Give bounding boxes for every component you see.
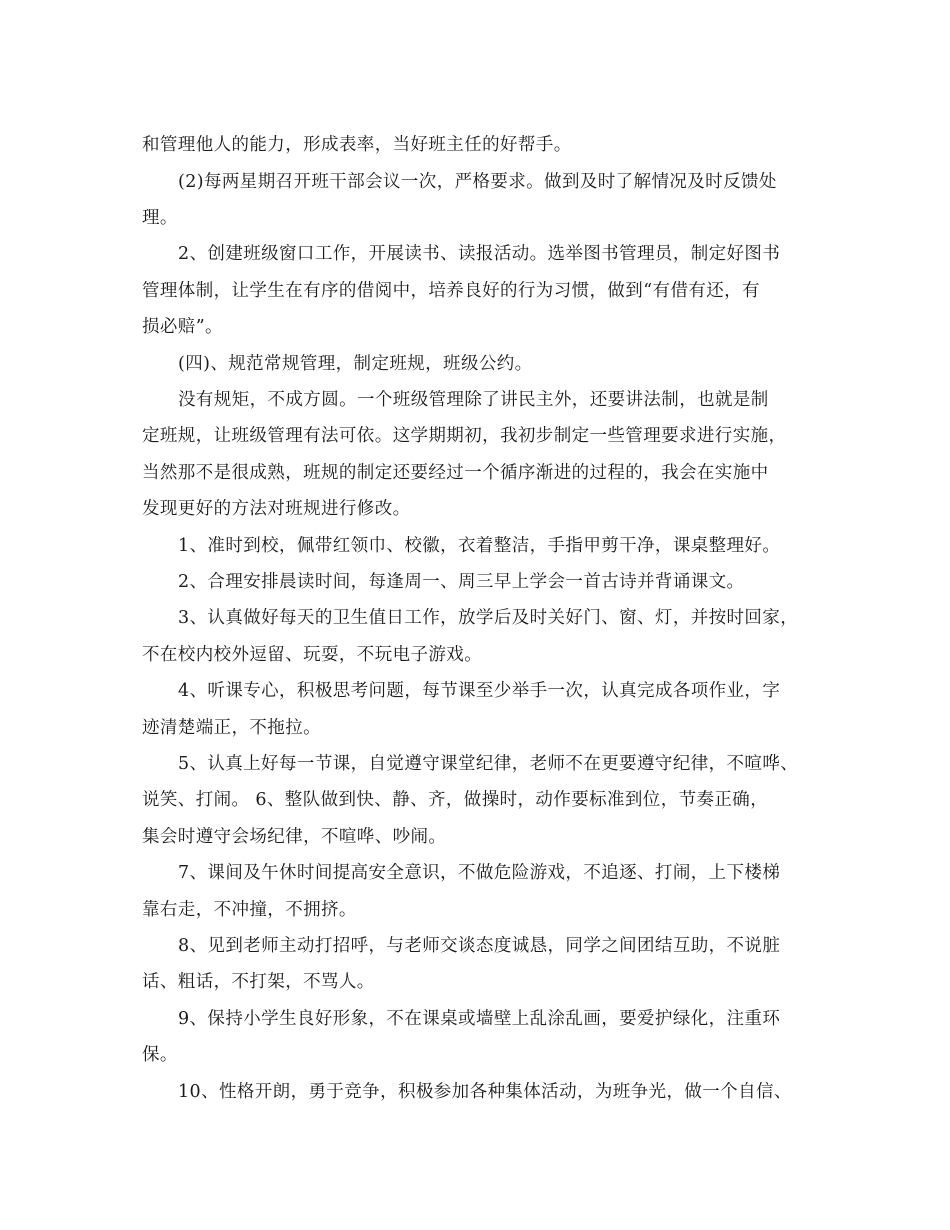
text-line: 理。: [142, 208, 178, 228]
text-line: 靠右走，不冲撞，不拥挤。: [142, 900, 357, 920]
text-line: 迹清楚端正，不拖拉。: [142, 718, 321, 738]
text-line: 不在校内校外逗留、玩耍，不玩电子游戏。: [142, 645, 483, 665]
section-heading: (四)、规范常规管理，制定班规，班级公约。: [178, 354, 533, 374]
text-line: 说笑、打闹。 6、整队做到快、静、齐，做操时，动作要标准到位，节奏正确，: [142, 790, 769, 810]
list-item: 1、准时到校，佩带红领巾、校徽，衣着整洁，手指甲剪干净，课桌整理好。: [178, 536, 781, 556]
text-line: 保。: [142, 1045, 178, 1065]
text-line: 集会时遵守会场纪律，不喧哗、吵闹。: [142, 827, 447, 847]
list-item: 5、认真上好每一节课，自觉遵守课堂纪律，老师不在更要遵守纪律，不喧哗、: [178, 754, 799, 774]
text-line: 当然那不是很成熟，班规的制定还要经过一个循序渐进的过程的，我会在实施中: [142, 463, 769, 483]
list-item: 2、合理安排晨读时间，每逢周一、周三早上学会一首古诗并背诵课文。: [178, 572, 745, 592]
text-line: 发现更好的方法对班规进行修改。: [142, 499, 411, 519]
list-item: 7、课间及午休时间提高安全意识，不做危险游戏，不追逐、打闹，上下楼梯: [178, 863, 781, 883]
list-item: 9、保持小学生良好形象，不在课桌或墙壁上乱涂乱画，要爱护绿化，注重环: [178, 1009, 781, 1029]
text-line: 管理体制，让学生在有序的借阅中，培养良好的行为习惯，做到“有借有还，有: [142, 281, 760, 301]
list-item: 4、听课专心，积极思考问题，每节课至少举手一次，认真完成各项作业，字: [178, 681, 781, 701]
list-item: 8、见到老师主动打招呼，与老师交谈态度诚恳，同学之间团结互助，不说脏: [178, 936, 781, 956]
text-line: 话、粗话，不打架，不骂人。: [142, 972, 375, 992]
text-line: 和管理他人的能力，形成表率，当好班主任的好帮手。: [142, 135, 572, 155]
text-line: 没有规矩，不成方圆。一个班级管理除了讲民主外，还要讲法制，也就是制: [178, 390, 769, 410]
list-item: 10、性格开朗，勇于竞争，积极参加各种集体活动，为班争光，做一个自信、: [178, 1082, 792, 1102]
text-line: 损必赔”。: [142, 317, 223, 337]
text-line: (2)每两星期召开班干部会议一次，严格要求。做到及时了解情况及时反馈处: [178, 172, 777, 192]
list-item: 3、认真做好每天的卫生值日工作，放学后及时关好门、窗、灯，并按时回家，: [178, 608, 799, 628]
text-line: 定班规，让班级管理有法可依。这学期期初，我初步制定一些管理要求进行实施，: [142, 426, 787, 446]
text-line: 2、创建班级窗口工作，开展读书、读报活动。选举图书管理员，制定好图书: [178, 244, 781, 264]
